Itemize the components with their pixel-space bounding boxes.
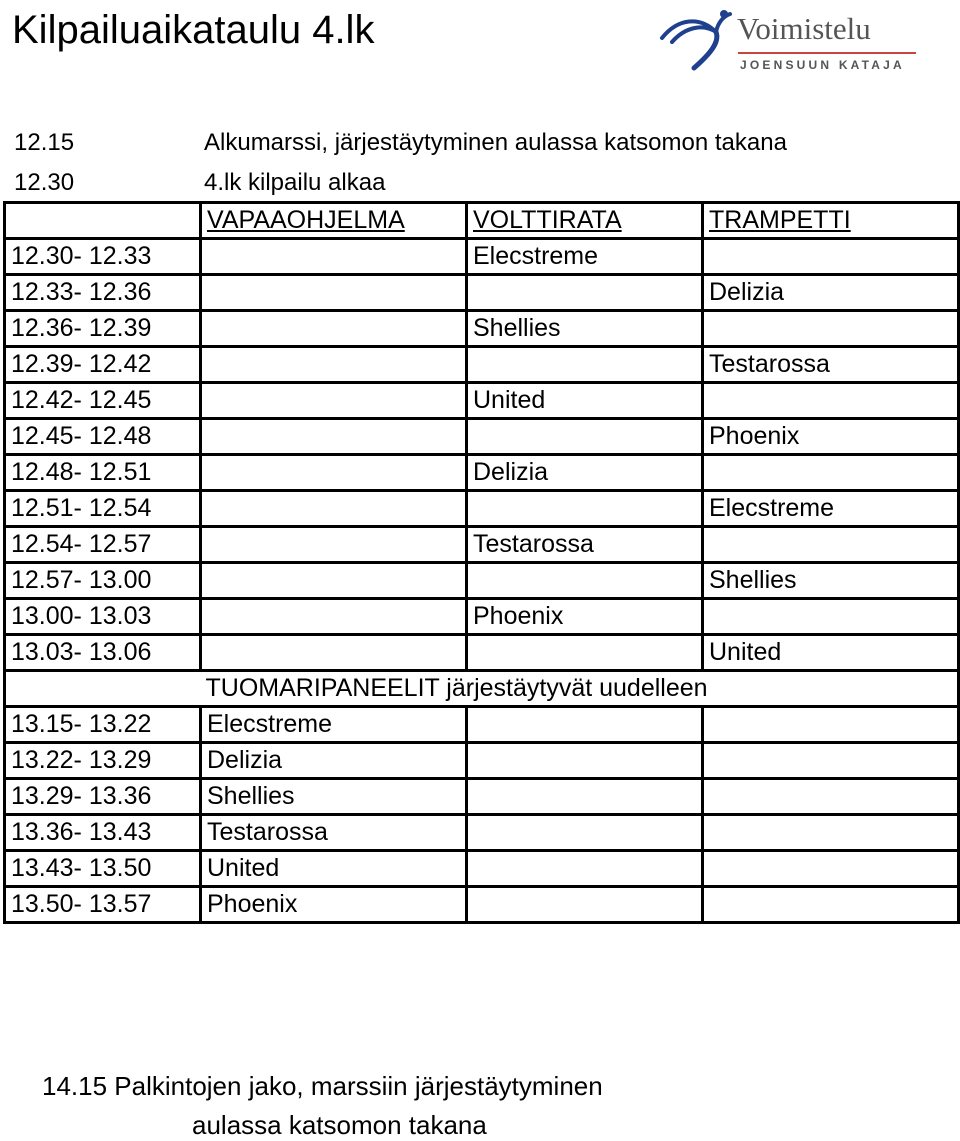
schedule-table bbox=[3, 201, 960, 924]
logo-wordmark: Voimistelu bbox=[737, 11, 871, 46]
intro-text-2: 4.lk kilpailu alkaa bbox=[204, 169, 386, 196]
volttirata-cell bbox=[467, 779, 703, 815]
schedule-row bbox=[5, 491, 959, 527]
volttirata-cell: Delizia bbox=[467, 455, 703, 491]
time-cell: 13.29- 13.36 bbox=[5, 779, 201, 815]
trampetti-cell: United bbox=[703, 635, 959, 671]
vapaaohjelma-cell: Delizia bbox=[201, 743, 467, 779]
trampetti-cell bbox=[703, 311, 959, 347]
column-header-trampetti: TRAMPETTI bbox=[703, 203, 959, 239]
trampetti-cell: Elecstreme bbox=[703, 491, 959, 527]
schedule-row bbox=[5, 275, 959, 311]
page-title: Kilpailuaikataulu 4.lk bbox=[12, 8, 375, 52]
vapaaohjelma-cell: Elecstreme bbox=[201, 707, 467, 743]
column-header-vapaaohjelma: VAPAAOHJELMA bbox=[201, 203, 467, 239]
schedule-row bbox=[5, 851, 959, 887]
volttirata-cell: United bbox=[467, 383, 703, 419]
time-cell: 12.39- 12.42 bbox=[5, 347, 201, 383]
trampetti-cell bbox=[703, 887, 959, 923]
vapaaohjelma-cell bbox=[201, 599, 467, 635]
volttirata-cell bbox=[467, 491, 703, 527]
schedule-row bbox=[5, 563, 959, 599]
intro-text-1: Alkumarssi, järjestäytyminen aulassa katsomon takana bbox=[204, 129, 787, 156]
time-cell: 12.57- 13.00 bbox=[5, 563, 201, 599]
time-cell: 13.15- 13.22 bbox=[5, 707, 201, 743]
trampetti-cell bbox=[703, 779, 959, 815]
trampetti-cell bbox=[703, 815, 959, 851]
break-note: TUOMARIPANEELIT järjestäytyvät uudelleen bbox=[201, 671, 959, 707]
schedule-row bbox=[5, 383, 959, 419]
time-cell: 12.30- 12.33 bbox=[5, 239, 201, 275]
vapaaohjelma-cell bbox=[201, 419, 467, 455]
schedule-row bbox=[5, 779, 959, 815]
trampetti-cell bbox=[703, 239, 959, 275]
vapaaohjelma-cell bbox=[201, 455, 467, 491]
volttirata-cell bbox=[467, 887, 703, 923]
vapaaohjelma-cell bbox=[201, 347, 467, 383]
logo-rule bbox=[738, 52, 916, 54]
vapaaohjelma-cell bbox=[201, 311, 467, 347]
break-time-cell bbox=[5, 671, 201, 707]
schedule-row bbox=[5, 599, 959, 635]
trampetti-cell bbox=[703, 851, 959, 887]
trampetti-cell: Testarossa bbox=[703, 347, 959, 383]
intro-time-1: 12.15 bbox=[14, 129, 75, 156]
volttirata-cell: Elecstreme bbox=[467, 239, 703, 275]
trampetti-cell bbox=[703, 707, 959, 743]
volttirata-cell bbox=[467, 707, 703, 743]
vapaaohjelma-cell: Testarossa bbox=[201, 815, 467, 851]
time-cell: 12.51- 12.54 bbox=[5, 491, 201, 527]
time-cell: 12.42- 12.45 bbox=[5, 383, 201, 419]
schedule-row bbox=[5, 743, 959, 779]
volttirata-cell: Shellies bbox=[467, 311, 703, 347]
schedule-row bbox=[5, 815, 959, 851]
time-cell: 13.43- 13.50 bbox=[5, 851, 201, 887]
time-cell: 13.36- 13.43 bbox=[5, 815, 201, 851]
schedule-header-row bbox=[5, 203, 959, 239]
trampetti-cell bbox=[703, 383, 959, 419]
volttirata-cell bbox=[467, 419, 703, 455]
schedule-row bbox=[5, 527, 959, 563]
logo-subtitle: JOENSUUN KATAJA bbox=[740, 58, 905, 72]
time-cell: 13.03- 13.06 bbox=[5, 635, 201, 671]
trampetti-cell bbox=[703, 743, 959, 779]
vapaaohjelma-cell bbox=[201, 527, 467, 563]
vapaaohjelma-cell bbox=[201, 563, 467, 599]
volttirata-cell bbox=[467, 815, 703, 851]
volttirata-cell: Testarossa bbox=[467, 527, 703, 563]
time-cell: 13.00- 13.03 bbox=[5, 599, 201, 635]
schedule-row bbox=[5, 887, 959, 923]
vapaaohjelma-cell: United bbox=[201, 851, 467, 887]
volttirata-cell bbox=[467, 563, 703, 599]
vapaaohjelma-cell bbox=[201, 275, 467, 311]
vapaaohjelma-cell bbox=[201, 491, 467, 527]
schedule-row bbox=[5, 707, 959, 743]
awards-line: 14.15 Palkintojen jako, marssiin järjestäytyminen bbox=[42, 1071, 603, 1101]
volttirata-cell: Phoenix bbox=[467, 599, 703, 635]
time-cell: 12.36- 12.39 bbox=[5, 311, 201, 347]
time-cell: 12.45- 12.48 bbox=[5, 419, 201, 455]
schedule-row bbox=[5, 311, 959, 347]
trampetti-cell bbox=[703, 599, 959, 635]
vapaaohjelma-cell: Shellies bbox=[201, 779, 467, 815]
volttirata-cell bbox=[467, 347, 703, 383]
volttirata-cell bbox=[467, 275, 703, 311]
volttirata-cell bbox=[467, 851, 703, 887]
column-header-volttirata: VOLTTIRATA bbox=[467, 203, 703, 239]
vapaaohjelma-cell bbox=[201, 239, 467, 275]
time-cell: 13.22- 13.29 bbox=[5, 743, 201, 779]
intro-time-2: 12.30 bbox=[14, 169, 75, 196]
schedule-row bbox=[5, 419, 959, 455]
time-cell: 12.54- 12.57 bbox=[5, 527, 201, 563]
trampetti-cell bbox=[703, 455, 959, 491]
trampetti-cell bbox=[703, 527, 959, 563]
header-time-cell bbox=[5, 203, 201, 239]
volttirata-cell bbox=[467, 743, 703, 779]
trampetti-cell: Delizia bbox=[703, 275, 959, 311]
schedule-row bbox=[5, 455, 959, 491]
time-cell: 12.33- 12.36 bbox=[5, 275, 201, 311]
schedule-row bbox=[5, 635, 959, 671]
break-row bbox=[5, 671, 959, 707]
time-cell: 12.48- 12.51 bbox=[5, 455, 201, 491]
club-logo bbox=[658, 8, 920, 74]
vapaaohjelma-cell: Phoenix bbox=[201, 887, 467, 923]
trampetti-cell: Phoenix bbox=[703, 419, 959, 455]
awards-location: aulassa katsomon takana bbox=[192, 1110, 487, 1140]
vapaaohjelma-cell bbox=[201, 635, 467, 671]
time-cell: 13.50- 13.57 bbox=[5, 887, 201, 923]
gymnast-ribbon-icon bbox=[658, 8, 738, 74]
schedule-row bbox=[5, 239, 959, 275]
schedule-row bbox=[5, 347, 959, 383]
trampetti-cell: Shellies bbox=[703, 563, 959, 599]
vapaaohjelma-cell bbox=[201, 383, 467, 419]
volttirata-cell bbox=[467, 635, 703, 671]
